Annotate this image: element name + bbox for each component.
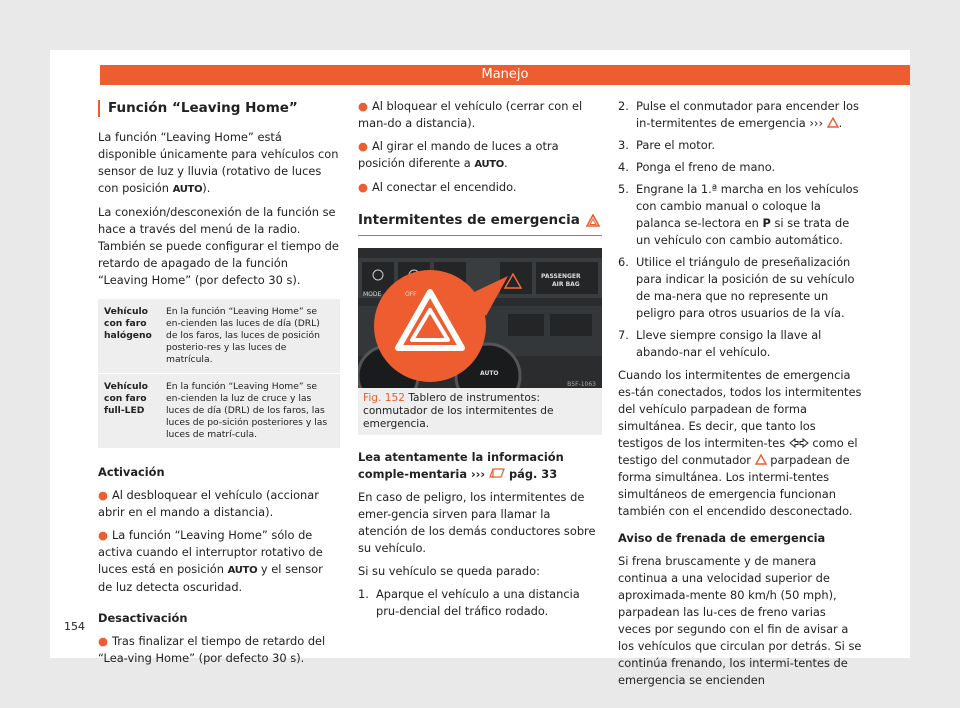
warning-triangle-icon: [586, 214, 600, 227]
page-number: 154: [64, 620, 85, 633]
list-item: 3. Pare el motor.: [618, 138, 715, 152]
activation-item: ● La función “Leaving Home” sólo de activa cuando el interruptor rotativo de luces está en posición AUTO y el sensor de luz detecta oscuridad.: [98, 528, 323, 594]
warning-triangle-icon: [827, 117, 839, 128]
read-more-note: Lea atentamente la información comple-mentaria ››› pág. 33: [358, 450, 564, 481]
turn-signal-arrows-icon: [789, 438, 809, 448]
deactivation-item: ● Tras finalizar el tiempo de retardo del “Lea-ving Home” (por defecto 30 s).: [98, 634, 326, 665]
deactivation-item: ● Al girar el mando de luces a otra posición diferente a AUTO.: [358, 138, 602, 173]
book-icon: [489, 468, 505, 479]
steps-list: [618, 98, 862, 361]
label-passenger: PASSENGER: [541, 273, 581, 280]
table-value: En la función “Leaving Home” se en-cienden las luces de día (DRL) de los faros, las luces de posición posterio-res y las luces de matrícula.: [160, 299, 340, 374]
table-row: [98, 374, 340, 449]
table-value: En la función “Leaving Home” se en-cienden la luz de cruce y las luces de día (DRL) de los faros, las luces de po-sición posteriores y las luces de matrí-cula.: [160, 374, 340, 449]
dashboard-figure: [358, 248, 602, 388]
list-item: 2. Pulse el conmutador para encender los in-termitentes de emergencia ››› .: [618, 99, 859, 130]
deactivation-item: ● Al conectar el encendido.: [358, 180, 517, 194]
table-key: Vehículo con faro full-LED: [98, 374, 160, 449]
bullet-icon: ●: [358, 180, 368, 194]
table-key: Vehículo con faro halógeno: [98, 299, 160, 374]
bullet-icon: ●: [358, 139, 368, 153]
brake-warning-title: Aviso de frenada de emergencia: [618, 531, 826, 545]
column-1: [98, 90, 340, 673]
lights-table: [98, 299, 340, 448]
column-3: [618, 90, 862, 695]
table-row: [98, 299, 340, 374]
hazard-title: Intermitentes de emergencia: [358, 212, 602, 236]
auto-symbol: AUTO: [227, 565, 258, 576]
figure-code: B5F-1063: [567, 381, 596, 388]
label-airbag: AIR BAG: [552, 281, 580, 288]
deactivation-title: Desactivación: [98, 611, 188, 625]
list-item: 4. Ponga el freno de mano.: [618, 160, 776, 174]
bullet-icon: ●: [98, 488, 108, 502]
list-item: 7. Lleve siempre consigo la llave al abando-nar el vehículo.: [618, 328, 822, 359]
list-item: 6. Utilice el triángulo de preseñalización para indicar la posición de su vehículo de ma-nera que no represente un peligro para otros usuarios de la vía.: [618, 255, 855, 320]
activation-item: ● Al desbloquear el vehículo (accionar abrir en el mando a distancia).: [98, 488, 319, 519]
deactivation-item: ● Al bloquear el vehículo (cerrar con el man-do a distancia).: [358, 99, 583, 130]
steps-list: [358, 586, 602, 620]
leaving-home-config: La conexión/desconexión de la función se hace a través del menú de la radio. También se puede configurar el tiempo de retardo de apagado de la función “Leaving Home” (por defecto 30 s).: [98, 205, 339, 287]
bullet-icon: ●: [358, 99, 368, 113]
hazard-description: Cuando los intermitentes de emergencia es-tán conectados, todos los intermitentes del vehículo parpadean de forma simultánea. Es decir, que tanto los testigos de los intermiten-tes como el testigo del conmutador parpadean de forma simultánea. Los intermi-tentes simultáneos de emergencia funcionan también con el encendido desconectado.: [618, 368, 862, 518]
hazard-purpose: En caso de peligro, los intermitentes de emer-gencia sirven para llamar la atención de los demás conductores sobre su vehículo.: [358, 490, 596, 555]
warning-triangle-icon: [755, 454, 767, 465]
brake-warning-text: Si frena bruscamente y de manera continua a una velocidad superior de aproximada-mente 80 km/h (50 mph), parpadean las lu-ces de freno varias veces por segundo con el fin de avisar a los vehículos que circulan por detrás. Si se continúa frenando, los intermi-tentes de emergencia se encienden: [618, 554, 862, 687]
column-2: [358, 90, 602, 625]
list-item: 1. Aparque el vehículo a una distancia pru-dencial del tráfico rodado.: [358, 587, 580, 618]
bullet-icon: ●: [98, 528, 108, 542]
auto-symbol: AUTO: [172, 184, 203, 195]
auto-symbol: AUTO: [474, 159, 504, 170]
label-off: OFF: [405, 291, 417, 298]
stopped-intro: Si su vehículo se queda parado:: [358, 564, 540, 578]
list-item: 5. Engrane la 1.ª marcha en los vehículos con cambio manual o coloque la palanca se-lectora en P si se trata de un vehículo con cambio automático.: [618, 182, 859, 247]
section-header: Manejo: [100, 65, 910, 85]
bullet-icon: ●: [98, 634, 108, 648]
leaving-home-intro: La función “Leaving Home” está disponible únicamente para vehículos con sensor de luz y lluvia (rotativo de luces con posición AUTO).: [98, 129, 340, 198]
figure-caption: Fig. 152 Tablero de instrumentos: conmutador de los intermitentes de emergencia.: [358, 388, 602, 435]
label-mode: MODE: [363, 291, 382, 298]
leaving-home-title: Función “Leaving Home”: [98, 100, 340, 117]
label-auto: AUTO: [480, 370, 499, 377]
activation-title: Activación: [98, 465, 165, 479]
manual-page: [50, 50, 910, 687]
